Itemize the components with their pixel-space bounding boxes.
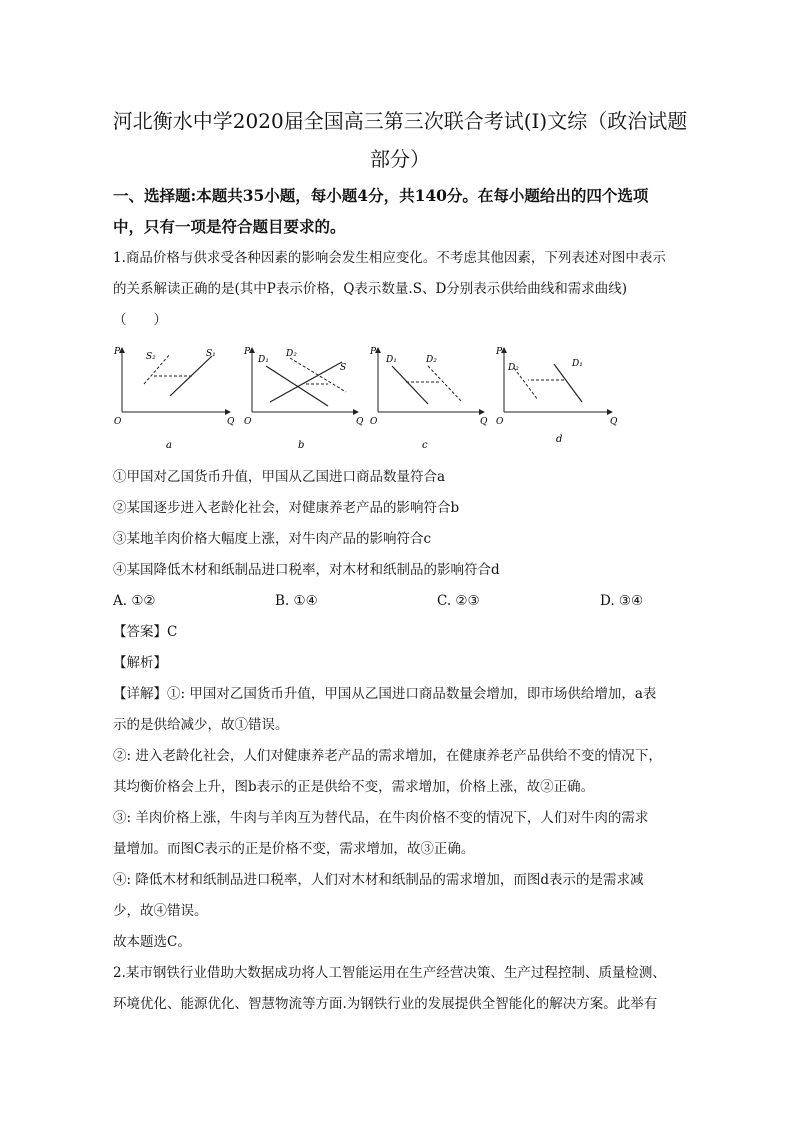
q1-stem-line-2: 的关系解读正确的是(其中P表示价格，Q表示数量.S、D分别表示供给曲线和需求曲线) [113,281,628,297]
detail-line-2: 示的是供给减少，故①错误。 [113,717,289,733]
section-heading-line-2: 中，只有一项是符合题目要求的。 [113,217,346,236]
graph-a-origin-label: O [114,417,122,427]
graph-d [495,347,618,427]
graph-b-label-s: S [340,363,347,373]
graph-c-curve-d1 [392,366,428,404]
q1-stem-line-1: 1.商品价格与供求受各种因素的影响会发生相应变化。不考虑其他因素，下列表述对图中表示 [113,250,666,266]
graph-d-curve-d1 [554,364,582,402]
graph-b-curve-s [270,362,342,402]
answer-tag: 【答案】 [113,624,167,640]
graph-d-label-d1: D₁ [572,359,583,369]
detail-line-8: 少，故④错误。 [113,903,208,919]
q1-statement-3: ③某地羊肉价格大幅度上涨，对牛肉产品的影响符合c [113,531,432,547]
graph-a [113,347,235,427]
answer-value: C [167,624,178,640]
graph-c-curve-d2 [428,366,462,402]
q2-stem-line-2: 环境优化、能源优化、智慧物流等方面.为钢铁行业的发展提供全智能化的解决方案。此举有 [113,996,658,1012]
graph-b [243,347,364,427]
detail-line-4: 其均衡价格会上升，图b表示的正是供给不变，需求增加，价格上涨，故②正确。 [113,779,595,795]
q1-options [113,586,685,617]
q1-option-d: D. ③④ [600,593,644,609]
q1-option-a: A. ①② [113,593,156,609]
graph-b-label-d2: D₂ [286,349,297,359]
detail-conclusion: 故本题选C。 [113,934,191,950]
q1-statement-1: ①甲国对乙国货币升值，甲国从乙国进口商品数量符合a [113,469,446,485]
graph-d-origin-label: O [496,417,504,427]
graph-c-p-label: P [370,347,377,357]
detail-line-7: ④: 降低木材和纸制品进口税率，人们对木材和纸制品的需求增加，而图d表示的是需求减 [113,872,644,888]
q1-answer-blank: （ ） [113,312,167,328]
graph-a-caption: a [166,440,172,451]
detail-line-5: ③: 羊肉价格上涨，牛肉与羊肉互为替代品，在牛肉价格不变的情况下，人们对牛肉的需求 [113,810,649,826]
graph-a-label-s2: S₂ [146,352,156,362]
graph-b-p-label: P [244,347,251,357]
detail-line-1: 【详解】①: 甲国对乙国货币升值，甲国从乙国进口商品数量会增加，即市场供给增加，a表 [113,686,657,702]
section-heading-line-1: 一、选择题:本题共35小题，每小题4分，共140分。在每小题给出的四个选项 [113,186,649,205]
graph-b-curve-d1 [266,366,328,406]
q1-answer [113,617,685,648]
graph-c-label-d1: D₁ [386,355,397,365]
q1-statement-2: ②某国逐步进入老龄化社会，对健康养老产品的影响符合b [113,500,460,516]
supply-demand-graphs [110,340,620,452]
graph-c-label-d2: D₂ [426,355,437,365]
graph-c [369,347,488,427]
detail-line-6: 量增加。而图C表示的正是价格不变，需求增加，故③正确。 [113,841,475,857]
graph-c-q-label: Q [480,417,488,427]
graphs-svg [110,340,620,452]
analysis-tag: 【解析】 [113,655,167,671]
page-title: 河北衡水中学2020届全国高三第三次联合考试(I)文综（政治试题部分） [112,109,688,171]
graph-d-q-label: Q [610,417,618,427]
graph-b-caption: b [298,440,305,451]
q1-option-c: C. ②③ [437,593,480,609]
graph-a-q-label: Q [227,417,235,427]
graph-c-caption: c [422,440,428,451]
graph-a-label-s1: S₁ [206,349,216,359]
graph-d-caption: d [556,434,563,445]
q2-stem-line-1: 2.某市钢铁行业借助大数据成功将人工智能运用在生产经营决策、生产过程控制、质量检测、 [113,965,666,981]
graph-c-origin-label: O [370,417,378,427]
graph-b-origin-label: O [244,417,252,427]
graph-d-label-d2: D₂ [508,363,519,373]
graph-b-q-label: Q [356,417,364,427]
q1-option-b: B. ①④ [275,593,318,609]
graph-d-p-label: P [496,347,503,357]
graph-a-p-label: P [114,347,121,357]
detail-line-3: ②: 进入老龄化社会，人们对健康养老产品的需求增加，在健康养老产品供给不变的情况下， [113,748,662,764]
graph-b-label-d1: D₁ [258,355,269,365]
q1-statement-4: ④某国降低木材和纸制品进口税率，对木材和纸制品的影响符合d [113,562,500,578]
